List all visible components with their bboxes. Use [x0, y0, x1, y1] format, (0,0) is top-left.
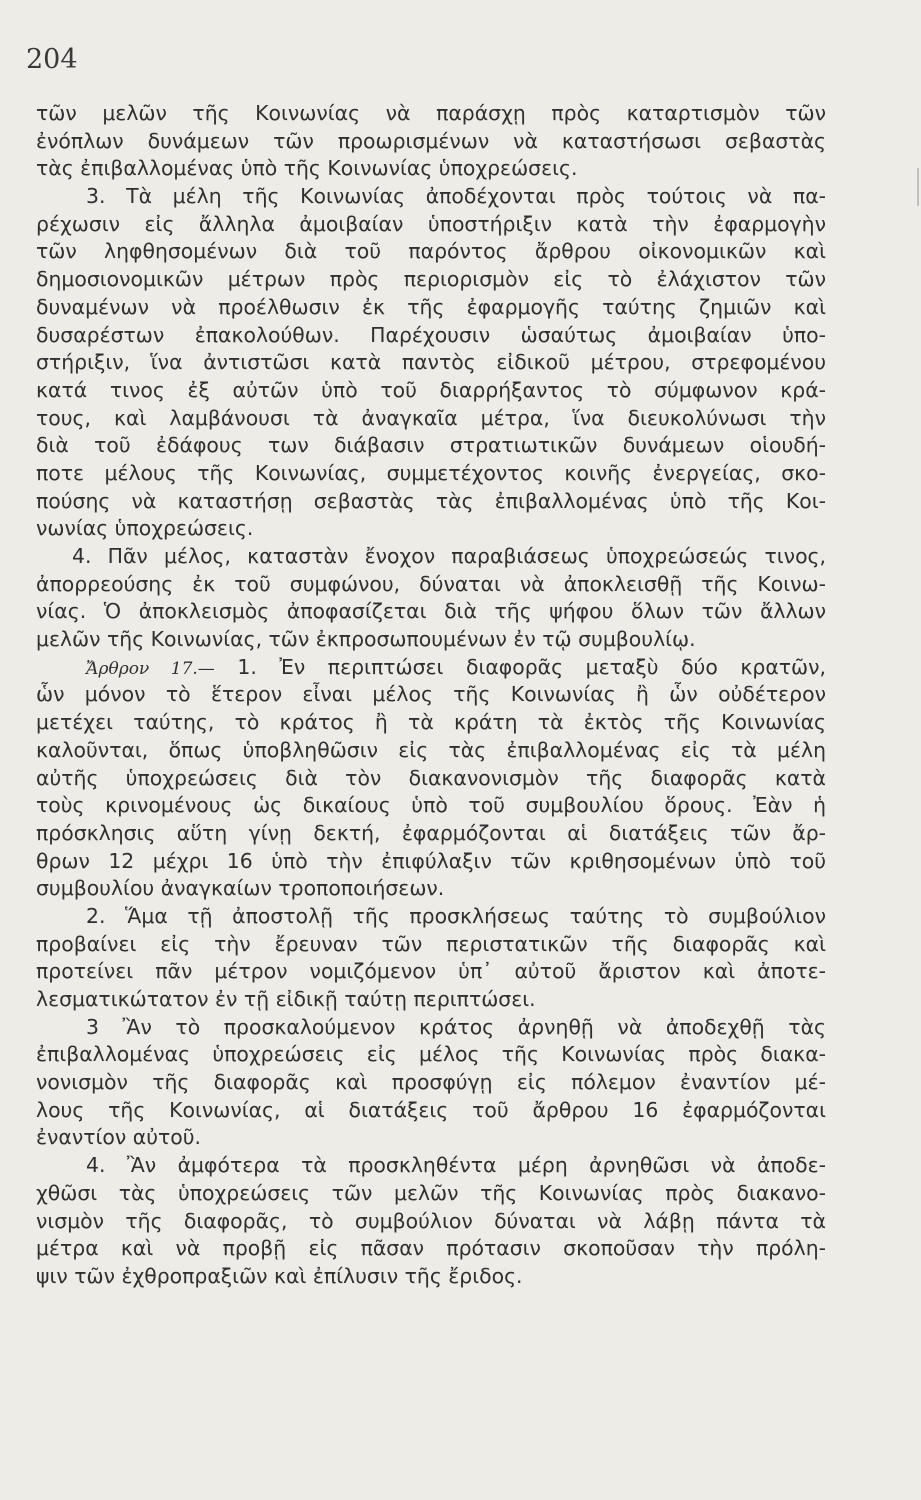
text-line-7: δημοσιονομικῶν μέτρων πρὸς περιορισμὸν εἰς τὸ ἐλάχιστον τῶν	[36, 267, 826, 292]
text-line-37: λους τῆς Κοινωνίας, αἱ διατάξεις τοῦ ἄρθρου 16 ἐφαρμόζονται	[36, 1097, 826, 1122]
text-line-16: νωνίας ὑποχρεώσεις.	[36, 516, 254, 541]
text-line-10: στήριξιν, ἵνα ἀντιστῶσι κατὰ παντὸς εἰδικοῦ μέτρου, στρεφομένου	[36, 350, 826, 375]
text-line-2: ἐνόπλων δυνάμεων τῶν προωρισμένων νὰ καταστήσωσι σεβαστὰς	[36, 128, 826, 153]
text-line-36: νονισμὸν τῆς διαφορᾶς καὶ προσφύγῃ εἰς πόλεμον ἐναντίον μέ-	[36, 1070, 826, 1095]
text-line-31: προβαίνει εἰς τὴν ἔρευναν τῶν περιστατικῶν τῆς διαφορᾶς καὶ	[36, 931, 826, 956]
text-line-25: αὐτῆς ὑποχρεώσεις διὰ τὸν διακανονισμὸν τῆς διαφορᾶς κατὰ	[36, 765, 826, 790]
text-line-12: τους, καὶ λαμβάνουσι τὰ ἀναγκαῖα μέτρα, ἵνα διευκολύνωσι τὴν	[36, 405, 826, 430]
text-line-24: καλοῦνται, ὅπως ὑποβληθῶσιν εἰς τὰς ἐπιβαλλομένας εἰς τὰ μέλη	[36, 737, 826, 762]
text-line-26: τοὺς κρινομένους ὡς δικαίους ὑπὸ τοῦ συμβουλίου ὅρους. Ἐὰν ἡ	[36, 793, 826, 818]
text-line-8: δυναμένων νὰ προέλθωσιν ἐκ τῆς ἐφαρμογῆς ταύτης ζημιῶν καὶ	[36, 294, 826, 319]
body-text	[36, 100, 826, 1291]
text-line-21-body: 1. Ἐν περιπτώσει διαφορᾶς μεταξὺ δύο κρατῶν,	[237, 654, 826, 679]
text-line-17: 4. Πᾶν μέλος, καταστὰν ἔνοχον παραβιάσεως ὑποχρεώσεώς τινος,	[72, 544, 826, 568]
text-line-4: 3. Τὰ μέλη τῆς Κοινωνίας ἀποδέχονται πρὸς τούτοις νὰ πα-	[86, 184, 826, 209]
text-line-21	[36, 654, 826, 682]
text-line-40: χθῶσι τὰς ὑποχρεώσεις τῶν μελῶν τῆς Κοινωνίας πρὸς διακανο-	[36, 1180, 826, 1205]
text-line-41: νισμὸν τῆς διαφορᾶς, τὸ συμβούλιον δύναται νὰ λάβῃ πάντα τὰ	[36, 1208, 826, 1233]
margin-mark	[917, 168, 919, 206]
text-line-34: 3 Ἂν τὸ προσκαλούμενον κράτος ἀρνηθῇ νὰ ἀποδεχθῇ τὰς	[86, 1014, 826, 1039]
text-line-42: μέτρα καὶ νὰ προβῇ εἰς πᾶσαν πρότασιν σκοποῦσαν τὴν πρόλη-	[36, 1236, 826, 1261]
text-line-3: τὰς ἐπιβαλλομένας ὑπὸ τῆς Κοινωνίας ὑποχρεώσεις.	[36, 156, 578, 181]
text-line-39: 4. Ἂν ἀμφότερα τὰ προσκληθέντα μέρη ἀρνηθῶσι νὰ ἀποδε-	[86, 1153, 826, 1178]
text-line-11: κατά τινος ἐξ αὐτῶν ὑπὸ τοῦ διαρρήξαντος τὸ σύμφωνον κρά-	[36, 377, 826, 402]
text-line-15: πούσης νὰ καταστήσῃ σεβαστὰς τὰς ἐπιβαλλομένας ὑπὸ τῆς Κοι-	[36, 488, 826, 513]
text-line-30: 2. Ἅμα τῇ ἀποστολῇ τῆς προσκλήσεως ταύτης τὸ συμβούλιον	[86, 903, 826, 928]
page-number: 204	[26, 44, 78, 75]
text-line-38: ἐναντίον αὐτοῦ.	[36, 1125, 202, 1150]
text-line-23: μετέχει ταύτης, τὸ κράτος ἢ τὰ κράτη τὰ ἐκτὸς τῆς Κοινωνίας	[36, 710, 826, 735]
text-line-27: πρόσκλησις αὕτη γίνῃ δεκτή, ἐφαρμόζονται αἱ διατάξεις τῶν ἄρ-	[36, 820, 826, 845]
text-line-22: ὧν μόνον τὸ ἕτερον εἶναι μέλος τῆς Κοινωνίας ἢ ὧν οὐδέτερον	[36, 682, 826, 707]
text-line-18: ἀπορρεούσης ἐκ τοῦ συμφώνου, δύναται νὰ ἀποκλεισθῇ τῆς Κοινω-	[36, 571, 826, 596]
text-line-29: συμβουλίου ἀναγκαίων τροποποιήσεων.	[36, 876, 445, 901]
text-line-9: δυσαρέστων ἐπακολούθων. Παρέχουσιν ὡσαύτως ἀμοιβαίαν ὑπο-	[36, 322, 826, 347]
text-line-32: προτείνει πᾶν μέτρον νομιζόμενον ὑπ᾽ αὐτοῦ ἄριστον καὶ ἀποτε-	[36, 959, 826, 984]
text-line-43: ψιν τῶν ἐχθροπραξιῶν καὶ ἐπίλυσιν τῆς ἔριδος.	[36, 1263, 523, 1288]
text-line-5: ρέχωσιν εἰς ἄλληλα ἀμοιβαίαν ὑποστήριξιν κατὰ τὴν ἐφαρμογὴν	[36, 211, 826, 236]
text-line-28: θρων 12 μέχρι 16 ὑπὸ τὴν ἐπιφύλαξιν τῶν κριθησομένων ὑπὸ τοῦ	[36, 848, 826, 873]
text-line-14: ποτε μέλους τῆς Κοινωνίας, συμμετέχοντος κοινῆς ἐνεργείας, σκο-	[36, 460, 826, 485]
text-line-6: τῶν ληφθησομένων διὰ τοῦ παρόντος ἄρθρου οἰκονομικῶν καὶ	[36, 239, 826, 264]
text-line-1: τῶν μελῶν τῆς Κοινωνίας νὰ παράσχῃ πρὸς καταρτισμὸν τῶν	[36, 101, 826, 125]
text-line-33: λεσματικώτατον ἐν τῇ εἰδικῇ ταύτῃ περιπτώσει.	[36, 987, 536, 1011]
text-line-19: νίας. Ὁ ἀποκλεισμὸς ἀποφασίζεται διὰ τῆς ψήφου ὅλων τῶν ἄλλων	[36, 599, 826, 624]
text-line-20: μελῶν τῆς Κοινωνίας, τῶν ἐκπροσωπουμένων ἐν τῷ συμβουλίῳ.	[36, 627, 696, 652]
text-line-13: διὰ τοῦ ἐδάφους των διάβασιν στρατιωτικῶν δυνάμεων οἱουδή-	[36, 433, 826, 458]
article-label: Ἄρθρον 17.—	[86, 658, 215, 679]
text-line-35: ἐπιβαλλομένας ὑποχρεώσεις εἰς μέλος τῆς Κοινωνίας πρὸς διακα-	[36, 1042, 826, 1067]
